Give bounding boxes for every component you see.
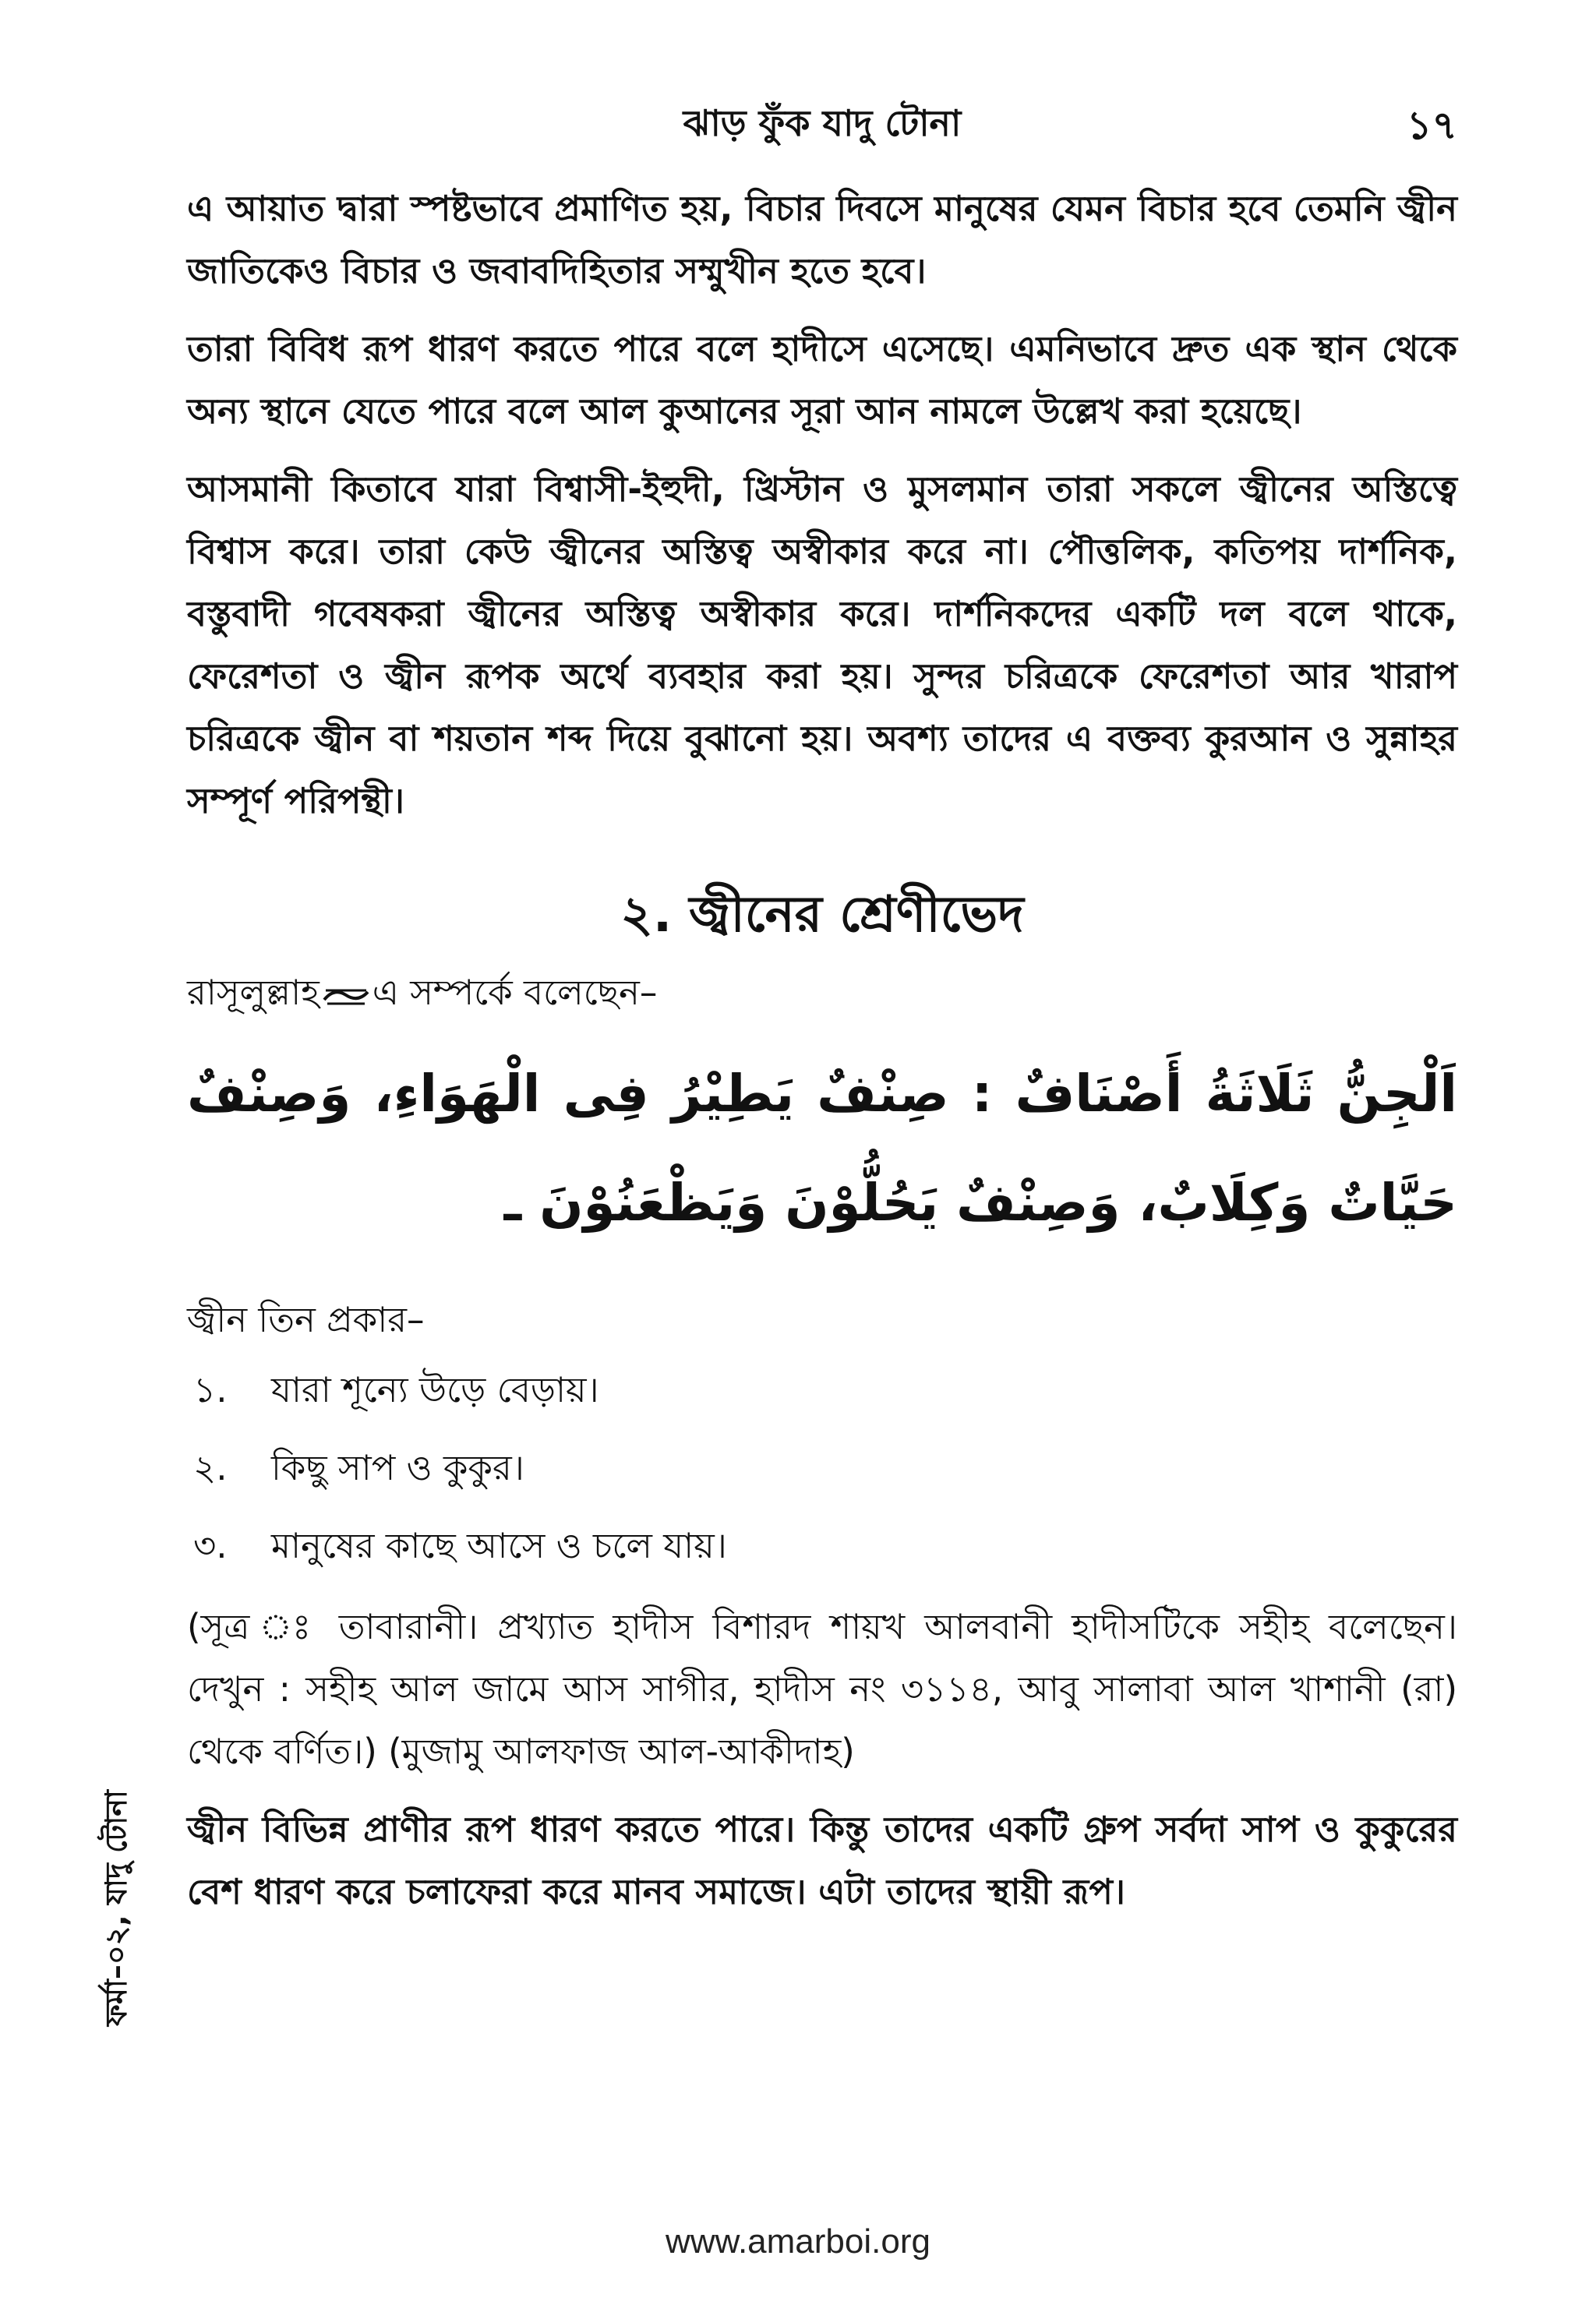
- hadith-intro-before: রাসূলুল্লাহ: [187, 972, 320, 1013]
- list-item-text: মানুষের কাছে আসে ও চলে যায়।: [271, 1525, 727, 1566]
- hadith-intro-after: এ সম্পর্কে বলেছেন–: [372, 972, 658, 1013]
- arabic-hadith: اَلْجِنُّ ثَلَاثَةُ أَصْنَافٌ : صِنْفٌ يَطِيْرُ فِى الْهَوَاءِ، وَصِنْفٌ حَيَّاتٌ وَكِلَابٌ، وَصِنْفٌ يَحُلُّوْنَ وَيَظْعَنُوْنَ ـ: [187, 1064, 1457, 1233]
- list-item: [187, 1351, 1457, 1429]
- page-number: ১৭: [1407, 103, 1457, 148]
- list-item-number: ১.: [193, 1369, 228, 1410]
- list-item-number: ২.: [193, 1447, 228, 1488]
- page-content: [187, 178, 1457, 1939]
- running-title: ঝাড় ফুঁক যাদু টোনা: [683, 102, 962, 144]
- footer-url: www.amarboi.org: [666, 2222, 930, 2261]
- list-item-number: ৩.: [193, 1525, 228, 1566]
- paragraph-belief: আসমানী কিতাবে যারা বিশ্বাসী-ইহুদী, খ্রিস্টান ও মুসলমান তারা সকলে জ্বীনের অস্তিত্বে বিশ্বাস করে। তারা কেউ জ্বীনের অস্তিত্ব অস্বীকার করে না। পৌত্তলিক, কতিপয় দার্শনিক, বস্তুবাদী গবেষকরা জ্বীনের অস্তিত্ব অস্বীকার করে। দার্শনিকদের একটি দল বলে থাকে, ফেরেশতা ও জ্বীন রূপক অর্থে ব্যবহার করা হয়। সুন্দর চরিত্রকে ফেরেশতা আর খারাপ চরিত্রকে জ্বীন বা শয়তান শব্দ দিয়ে বুঝানো হয়। অবশ্য তাদের এ বক্তব্য কুরআন ও সুন্নাহর সম্পূর্ণ পরিপন্থী।: [187, 468, 1457, 821]
- salutation-icon: [323, 984, 369, 1006]
- list-item-text: যারা শূন্যে উড়ে বেড়ায়।: [271, 1369, 599, 1410]
- list-item: [187, 1507, 1457, 1585]
- page-header: [187, 92, 1457, 162]
- types-list: [187, 1351, 1457, 1585]
- types-heading: জ্বীন তিন প্রকার–: [187, 1299, 425, 1340]
- paragraph-judgement: এ আয়াত দ্বারা স্পষ্টভাবে প্রমাণিত হয়, বিচার দিবসে মানুষের যেমন বিচার হবে তেমনি জ্বীন জাতিকেও বিচার ও জবাবদিহিতার সম্মুখীন হতে হবে।: [187, 188, 1457, 291]
- hadith-intro: [187, 962, 1457, 1024]
- source-note: (সূত্র ঃ তাবারানী। প্রখ্যাত হাদীস বিশারদ শায়খ আলবানী হাদীসটিকে সহীহ বলেছেন। দেখুন : সহীহ আল জামে আস সাগীর, হাদীস নং ৩১১৪, আবু সালাবা আল খাশানী (রা) থেকে বর্ণিত।) (মুজামু আলফাজ আল-আকীদাহ): [187, 1606, 1457, 1772]
- list-item: [187, 1429, 1457, 1507]
- paragraph-forms: তারা বিবিধ রূপ ধারণ করতে পারে বলে হাদীসে এসেছে। এমনিভাবে দ্রুত এক স্থান থেকে অন্য স্থানে যেতে পারে বলে আল কুআনের সূরা আন নামলে উল্লেখ করা হয়েছে।: [187, 328, 1457, 432]
- forma-side-note: ফর্মা–০২, যাদু টোনা: [99, 1790, 133, 2026]
- paragraph-closing: জ্বীন বিভিন্ন প্রাণীর রূপ ধারণ করতে পারে। কিন্তু তাদের একটি গ্রুপ সর্বদা সাপ ও কুকুরের বেশ ধারণ করে চলাফেরা করে মানব সমাজে। এটা তাদের স্থায়ী রূপ।: [187, 1809, 1457, 1912]
- section-heading: ২. জ্বীনের শ্রেণীভেদ: [620, 886, 1024, 944]
- list-item-text: কিছু সাপ ও কুকুর।: [271, 1447, 524, 1488]
